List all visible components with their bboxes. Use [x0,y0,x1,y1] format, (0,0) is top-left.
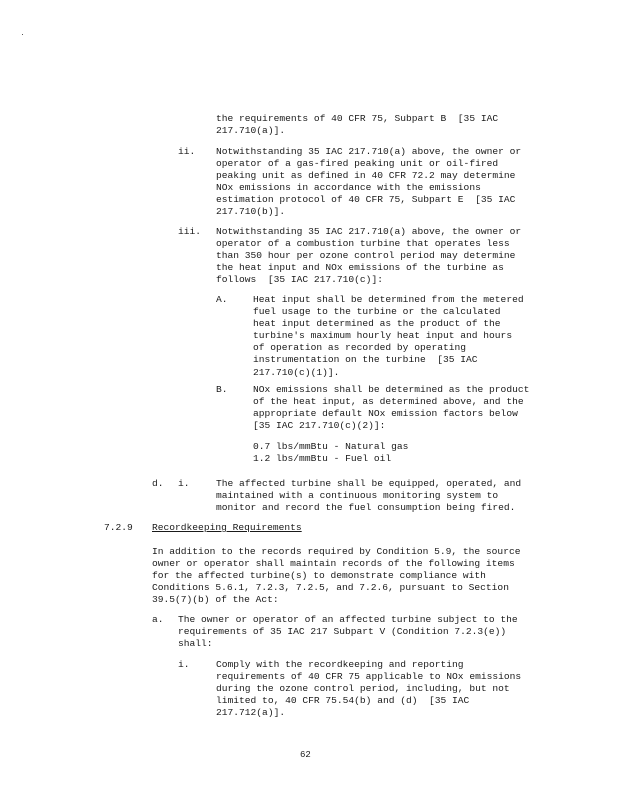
item-d-i-label: i. [178,478,190,489]
text-line: the heat input and NOx emissions of the turbine as [216,262,504,274]
text-line: shall: [178,638,213,650]
text-line: The owner or operator of an affected turbine subject to the [178,614,518,625]
text-line: of the heat input, as determined above, and the [253,396,524,408]
text-line: maintained with a continuous monitoring system to [216,490,499,502]
text-line: requirements of 40 CFR 75 applicable to NOx emissions [216,671,522,683]
item-a-label: a. [152,614,164,625]
item-A-label: A. [216,294,228,305]
text-line: In addition to the records required by Condition 5.9, the source [152,546,521,557]
text-line: of operation as recorded by operating [253,342,467,354]
text-line: instrumentation on the turbine [35 IAC [253,354,478,366]
text-line: NOx emissions in accordance with the emissions [216,182,481,194]
emission-factors [253,441,408,465]
item-ii-label: ii. [178,146,196,157]
section-intro [152,546,520,606]
scan-speck [22,34,23,35]
text-line: monitor and record the fuel consumption being fired. [216,502,516,514]
text-line: [35 IAC 217.710(c)(2)]: [253,420,386,432]
item-d-label: d. [152,478,164,489]
text-line: The affected turbine shall be equipped, operated, and [216,478,522,489]
text-line: the requirements of 40 CFR 75, Subpart B [35 IAC [216,113,499,124]
item-iii-text [216,226,521,286]
text-line: heat input determined as the product of the [253,318,501,330]
item-A-text [253,294,524,379]
item-ii-text [216,146,521,219]
text-line: appropriate default NOx emission factors below [253,408,518,420]
text-line: Notwithstanding 35 IAC 217.710(a) above, the owner or [216,226,522,237]
page-number: 62 [300,750,311,760]
text-line: 39.5(7)(b) of the Act: [152,594,279,606]
emission-factor: 0.7 lbs/mmBtu - Natural gas [253,441,409,452]
text-line: owner or operator shall maintain records of the following items [152,558,515,570]
item-B-text [253,384,529,432]
text-line: operator of a gas-fired peaking unit or oil-fired [216,158,499,170]
text-line: NOx emissions shall be determined as the product [253,384,530,395]
text-line: limited to, 40 CFR 75.54(b) and (d) [35 IAC [216,695,470,707]
item-a-i-text [216,659,521,719]
emission-factor: 1.2 lbs/mmBtu - Fuel oil [253,453,392,465]
item-d-i-text [216,478,521,514]
text-line: during the ozone control period, including, but not [216,683,510,695]
text-line: turbine's maximum hourly heat input and hours [253,330,513,342]
item-a-text [178,614,518,650]
text-line: for the affected turbine(s) to demonstrate compliance with [152,570,486,582]
text-line: 217.710(b)]. [216,206,286,218]
section-number: 7.2.9 [104,522,133,533]
text-line: 217.710(a)]. [216,125,286,137]
item-iii-label: iii. [178,226,202,237]
section-title: Recordkeeping Requirements [152,522,302,533]
text-line: operator of a combustion turbine that operates less [216,238,510,250]
text-line: Heat input shall be determined from the metered [253,294,524,305]
text-line: fuel usage to the turbine or the calculated [253,306,501,318]
item-B-label: B. [216,384,228,395]
text-line: requirements of 35 IAC 217 Subpart V (Condition 7.2.3(e)) [178,626,507,638]
text-line: than 350 hour per ozone control period may determine [216,250,516,262]
continued-text [216,113,498,137]
item-a-i-label: i. [178,659,190,670]
text-line: peaking unit as defined in 40 CFR 72.2 may determine [216,170,516,182]
text-line: follows [35 IAC 217.710(c)]: [216,274,383,286]
text-line: Conditions 5.6.1, 7.2.3, 7.2.5, and 7.2.6, pursuant to Section [152,582,509,594]
text-line: 217.712(a)]. [216,707,286,719]
text-line: Notwithstanding 35 IAC 217.710(a) above, the owner or [216,146,522,157]
text-line: estimation protocol of 40 CFR 75, Subpart E [35 IAC [216,194,516,206]
text-line: Comply with the recordkeeping and reporting [216,659,464,670]
text-line: 217.710(c)(1)]. [253,366,340,378]
